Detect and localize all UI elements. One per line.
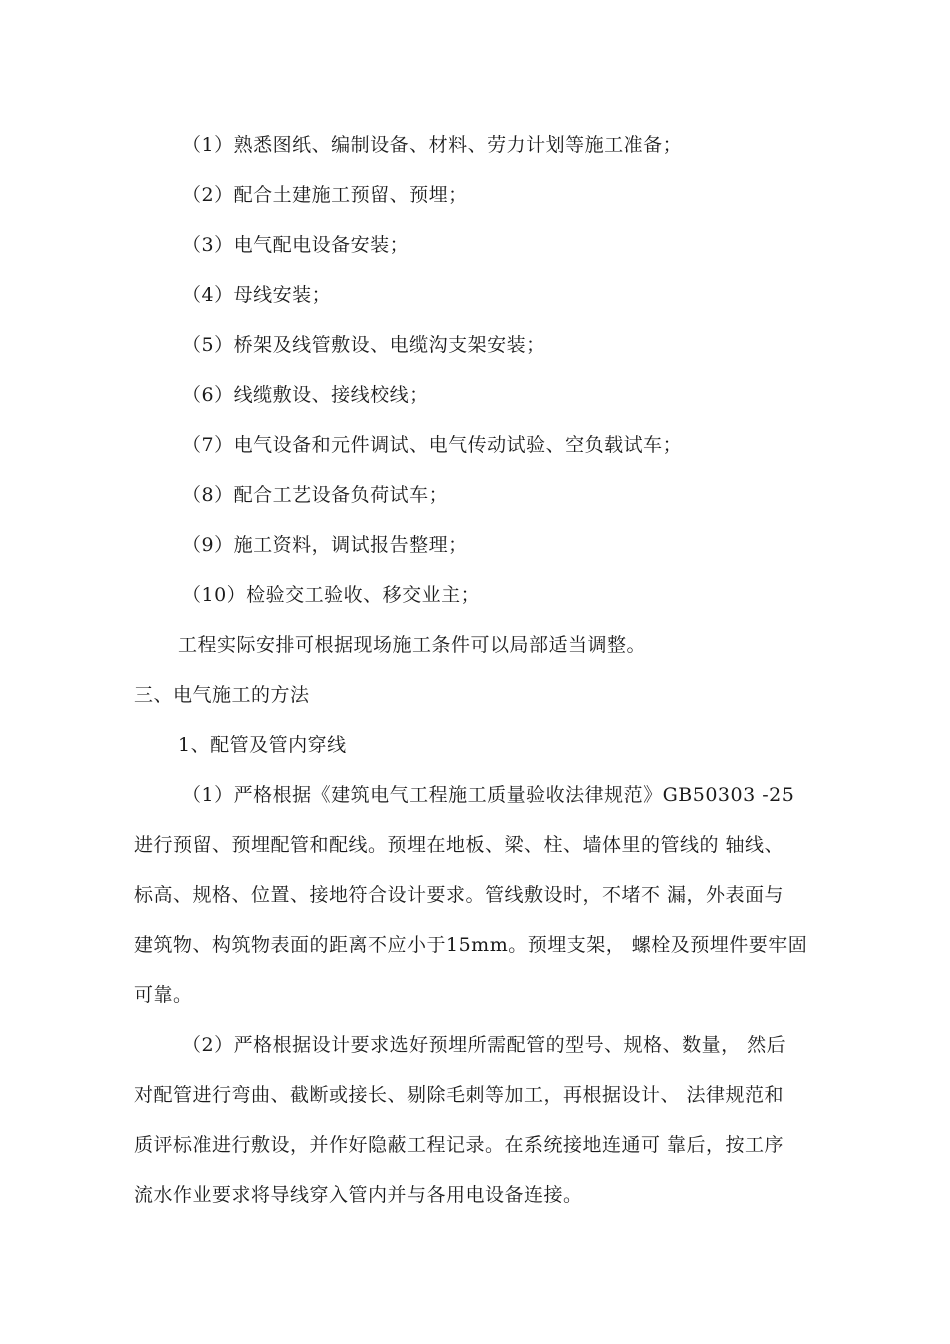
subsection-heading: 1、配管及管内穿线: [178, 734, 347, 756]
task-item-5: （5）桥架及线管敷设、电缆沟支架安装；: [182, 334, 546, 356]
paragraph2-line-2: 对配管进行弯曲、截断或接长、剔除毛刺等加工，再根据设计、 法律规范和: [134, 1084, 785, 1106]
paragraph1-line-2: 进行预留、预埋配管和配线。预埋在地板、梁、柱、墙体里的管线的 轴线、: [134, 834, 785, 856]
task-item-10: （10）检验交工验收、移交业主；: [182, 584, 481, 606]
paragraph1-line-1: （1）严格根据《建筑电气工程施工质量验收法律规范》GB50303 -25: [182, 784, 795, 806]
task-item-7: （7）电气设备和元件调试、电气传动试验、空负载试车；: [182, 434, 683, 456]
task-item-8: （8）配合工艺设备负荷试车；: [182, 484, 449, 506]
paragraph1-line-5: 可靠。: [134, 984, 193, 1006]
schedule-note: 工程实际安排可根据现场施工条件可以局部适当调整。: [178, 634, 647, 656]
task-item-2: （2）配合土建施工预留、预埋；: [182, 184, 468, 206]
task-item-3: （3）电气配电设备安装；: [182, 234, 410, 256]
task-item-4: （4）母线安装；: [182, 284, 332, 306]
task-item-1: （1）熟悉图纸、编制设备、材料、劳力计划等施工准备；: [182, 134, 683, 156]
task-item-6: （6）线缆敷设、接线校线；: [182, 384, 429, 406]
paragraph2-line-3: 质评标准进行敷设，并作好隐蔽工程记录。在系统接地连通可 靠后，按工序: [134, 1134, 785, 1156]
task-item-9: （9）施工资料，调试报告整理；: [182, 534, 468, 556]
paragraph1-line-4: 建筑物、构筑物表面的距离不应小于15mm。预埋支架， 螺栓及预埋件要牢固: [134, 934, 808, 956]
section-heading: 三、电气施工的方法: [134, 684, 310, 706]
paragraph1-line-3: 标高、规格、位置、接地符合设计要求。管线敷设时，不堵不 漏，外表面与: [134, 884, 785, 906]
paragraph2-line-4: 流水作业要求将导线穿入管内并与各用电设备连接。: [134, 1184, 583, 1206]
paragraph2-line-1: （2）严格根据设计要求选好预埋所需配管的型号、规格、数量， 然后: [182, 1034, 787, 1056]
